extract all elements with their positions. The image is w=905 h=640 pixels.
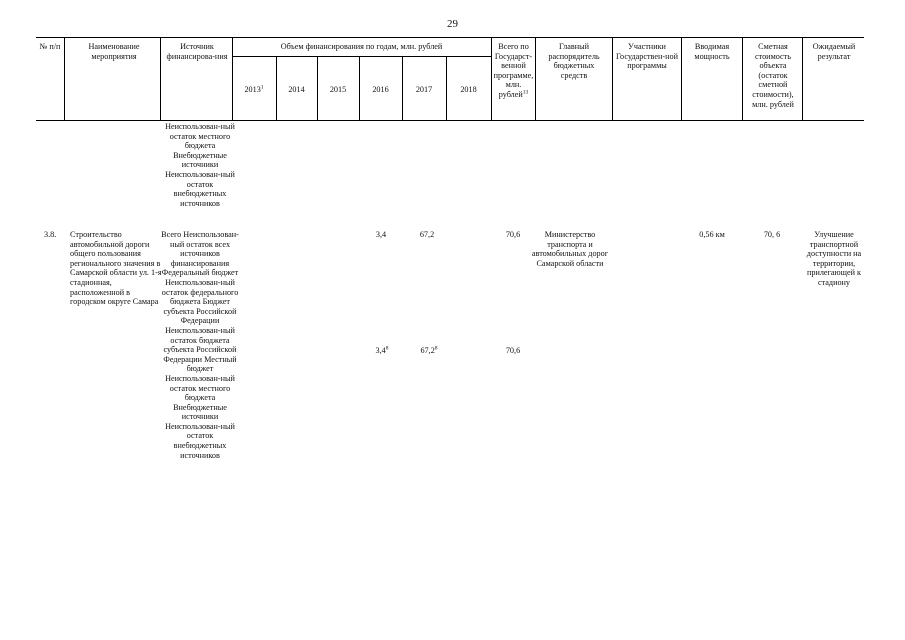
- budget-2016: $3,4^8$: [375, 345, 389, 355]
- col-divider: [535, 38, 536, 120]
- header-name: Наименование мероприятия: [88, 42, 140, 61]
- header-2017: 2017: [415, 85, 433, 94]
- header-funding: Объем финансирования по годам, млн. рублей: [280, 42, 443, 51]
- header-2015: 2015: [329, 85, 347, 94]
- row-manager: Министерство транспорта и автомобильных дорог Самарской области: [531, 230, 609, 268]
- row-num: 3.8.: [44, 230, 57, 239]
- header-2014: 2014: [288, 85, 305, 94]
- header-manager: Главный распорядитель бюджетных средств: [548, 42, 600, 80]
- funding-subheader-line: [232, 56, 491, 57]
- row-result: Улучшение транспортной доступности на территории, прилегающей к стадиону: [806, 230, 862, 287]
- col-divider: [64, 38, 65, 120]
- row-total: 70,6: [505, 230, 521, 239]
- header-total: Всего по Государст-венной программе, млн. рублей$^{13}$: [493, 42, 534, 99]
- header-2016: 2016: [372, 85, 389, 94]
- header-num: № п/п: [39, 42, 61, 51]
- row-estimate: 70, 6: [763, 230, 781, 239]
- header-2018: 2018: [460, 85, 477, 94]
- col-divider: [802, 38, 803, 120]
- table-header: [36, 37, 864, 121]
- header-2013: 2013$^1$: [244, 84, 264, 94]
- row-2016: 3,4: [375, 230, 387, 239]
- budget-total: 70,6: [505, 346, 521, 355]
- row-2017: 67,2: [419, 230, 435, 239]
- header-participants: Участники Государствен-ной программы: [616, 42, 678, 71]
- row-name: Строительство автомобильной дороги общего пользования регионального значения в Самарской области ул. 1-я стадионная, расположенной в городском округе Самара: [70, 230, 162, 307]
- row-capacity: 0,56 км: [699, 230, 725, 239]
- header-capacity: Вводимая мощность: [694, 42, 730, 61]
- top-sources: Неиспользован-ный остаток местного бюджета Внебюджетные источники Неиспользован-ный остаток внебюджетных источников: [165, 122, 235, 208]
- col-divider: [742, 38, 743, 120]
- header-source: Источник финансирова-ния: [166, 42, 228, 61]
- col-divider: [612, 38, 613, 120]
- header-estimate: Сметная стоимость объекта (остаток сметной стоимости), млн. рублей: [752, 42, 794, 109]
- page-number: 29: [447, 18, 458, 30]
- col-divider: [160, 38, 161, 120]
- budget-2017: 67,2$^8$: [420, 345, 438, 355]
- header-result: Ожидаемый результат: [812, 42, 856, 61]
- row-sources: Всего Неиспользован-ный остаток всех источников финансирования Федеральный бюджет Неиспользован-ный остаток федерального бюджета Бюджет субъекта Российской Федерации Неиспользован-ный остаток бюджета субъекта Российской Федерации Местный бюджет Неиспользован-ный остаток местного бюджета Внебюджетные источники Неиспользован-ный остаток внебюджетных источников: [161, 230, 239, 460]
